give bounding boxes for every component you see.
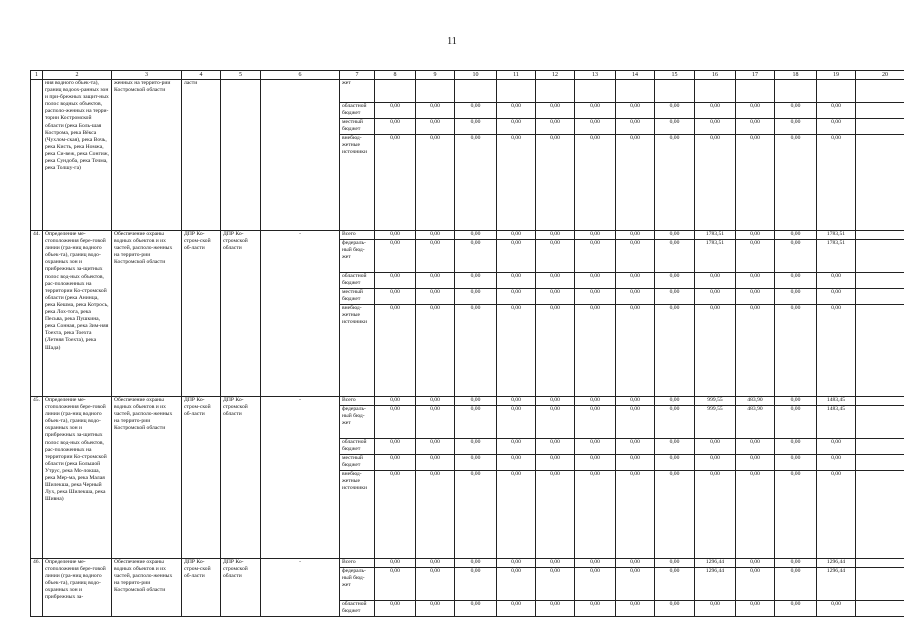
indicator: - <box>261 397 340 559</box>
amount-cell: 0,00 <box>736 439 775 455</box>
amount-cell: 0,00 <box>817 135 856 231</box>
amount-cell: 0,00 <box>736 289 775 305</box>
amount-cell: 0,00 <box>575 568 616 601</box>
amount-cell: 0,00 <box>497 455 536 471</box>
amount-cell: 0,00 <box>736 471 775 559</box>
amount-cell: 0,00 <box>416 406 455 439</box>
amount-cell: 0,00 <box>575 273 616 289</box>
amount-cell: 0,00 <box>775 231 817 240</box>
amount-cell: 0,00 <box>575 397 616 406</box>
amount-cell: 0,00 <box>695 103 736 119</box>
amount-cell: 0,00 <box>455 471 497 559</box>
amount-cell: 0,00 <box>655 240 695 273</box>
amount-cell: 0,00 <box>575 135 616 231</box>
amount-cell: 0,00 <box>655 119 695 135</box>
empty-cell <box>856 273 904 289</box>
amount-cell: 0,00 <box>375 240 416 273</box>
task-description: Обеспечение охраны водных объектов и их частей, располо-женных на террито-рии Костромской области <box>112 559 182 617</box>
amount-cell: 0,00 <box>575 119 616 135</box>
amount-cell: 0,00 <box>455 455 497 471</box>
amount-cell: 0,00 <box>736 231 775 240</box>
empty-cell <box>856 455 904 471</box>
column-header: 15 <box>655 71 695 80</box>
amount-cell: 0,00 <box>375 119 416 135</box>
amount-cell: 0,00 <box>375 559 416 568</box>
amount-cell: 1296,44 <box>817 568 856 601</box>
amount-cell <box>536 80 575 103</box>
amount-cell <box>736 80 775 103</box>
empty-cell <box>856 471 904 559</box>
amount-cell: 0,00 <box>655 305 695 397</box>
amount-cell: 0,00 <box>455 305 497 397</box>
amount-cell: 0,00 <box>536 568 575 601</box>
amount-cell: 0,00 <box>497 231 536 240</box>
amount-cell: 0,00 <box>616 135 655 231</box>
amount-cell: 0,00 <box>455 240 497 273</box>
amount-cell: 0,00 <box>775 119 817 135</box>
indicator <box>261 80 340 231</box>
column-header: 2 <box>43 71 112 80</box>
funding-source: Всего <box>340 397 375 406</box>
funding-source: федераль-ный бюд-жет <box>340 406 375 439</box>
amount-cell: 0,00 <box>817 439 856 455</box>
amount-cell <box>655 80 695 103</box>
amount-cell: 0,00 <box>775 273 817 289</box>
amount-cell: 0,00 <box>817 455 856 471</box>
amount-cell: 0,00 <box>497 471 536 559</box>
amount-cell: 0,00 <box>817 601 856 617</box>
amount-cell: 0,00 <box>695 135 736 231</box>
amount-cell: 0,00 <box>575 406 616 439</box>
amount-cell: 0,00 <box>655 439 695 455</box>
amount-cell: 0,00 <box>536 397 575 406</box>
empty-cell <box>856 559 904 568</box>
amount-cell: 0,00 <box>775 471 817 559</box>
amount-cell: 0,00 <box>497 601 536 617</box>
task-description: Обеспечение охраны водных объектов и их частей, располо-женных на террито-рии Костромской области <box>112 231 182 397</box>
funding-source: внебюд-жетные источники <box>340 471 375 559</box>
amount-cell: 0,00 <box>416 289 455 305</box>
empty-cell <box>856 568 904 601</box>
amount-cell: 1296,44 <box>817 559 856 568</box>
amount-cell: 1296,44 <box>695 568 736 601</box>
column-header: 19 <box>817 71 856 80</box>
amount-cell: 0,00 <box>455 439 497 455</box>
funding-source: местный бюджет <box>340 119 375 135</box>
column-header: 13 <box>575 71 616 80</box>
funding-source: областной бюджет <box>340 439 375 455</box>
column-header: 5 <box>221 71 261 80</box>
amount-cell: 0,00 <box>655 103 695 119</box>
amount-cell: 0,00 <box>616 601 655 617</box>
amount-cell: 0,00 <box>375 397 416 406</box>
table-row <box>31 559 904 568</box>
empty-cell <box>856 397 904 406</box>
amount-cell: 0,00 <box>375 305 416 397</box>
amount-cell: 0,00 <box>536 103 575 119</box>
amount-cell: 0,00 <box>655 273 695 289</box>
column-header: 3 <box>112 71 182 80</box>
amount-cell: 0,00 <box>497 568 536 601</box>
amount-cell: 1783,51 <box>817 231 856 240</box>
amount-cell: 0,00 <box>375 231 416 240</box>
table-body <box>31 71 904 617</box>
amount-cell: 0,00 <box>695 455 736 471</box>
amount-cell: 0,00 <box>736 305 775 397</box>
responsible-executor: ДПР Ко-стром-ской об-ласти <box>182 397 221 559</box>
amount-cell: 0,00 <box>375 103 416 119</box>
amount-cell: 0,00 <box>575 289 616 305</box>
amount-cell: 1483,45 <box>817 397 856 406</box>
amount-cell: 0,00 <box>416 135 455 231</box>
funding-source: внебюд-жетные источники <box>340 135 375 231</box>
column-header: 8 <box>375 71 416 80</box>
amount-cell: 0,00 <box>536 471 575 559</box>
empty-cell <box>856 231 904 240</box>
empty-cell <box>856 305 904 397</box>
amount-cell: 1296,44 <box>695 559 736 568</box>
amount-cell: 0,00 <box>497 289 536 305</box>
column-header: 6 <box>261 71 340 80</box>
amount-cell: 0,00 <box>655 397 695 406</box>
amount-cell: 483,90 <box>736 406 775 439</box>
amount-cell: 0,00 <box>775 397 817 406</box>
empty-cell <box>856 80 904 103</box>
amount-cell <box>575 80 616 103</box>
empty-cell <box>856 406 904 439</box>
empty-cell <box>856 103 904 119</box>
amount-cell: 0,00 <box>416 601 455 617</box>
empty-cell <box>856 240 904 273</box>
empty-cell <box>856 289 904 305</box>
amount-cell: 0,00 <box>497 273 536 289</box>
amount-cell: 0,00 <box>575 103 616 119</box>
amount-cell: 0,00 <box>416 119 455 135</box>
amount-cell: 0,00 <box>736 273 775 289</box>
amount-cell: 0,00 <box>575 231 616 240</box>
amount-cell: 0,00 <box>497 439 536 455</box>
amount-cell: 0,00 <box>775 305 817 397</box>
amount-cell: 0,00 <box>616 568 655 601</box>
amount-cell: 999,55 <box>695 397 736 406</box>
activity-name: Определение ме-стоположения бере-говой линии (гра-ниц водного объек-та), границ водо-охранных зон и прибрежных за-щитных полос вод-ных объектов, рас-положенных на территории Ко-стромской области (река Анинца, река Кешма, река Котрось, река Лох-тога, река Песьва, река Пушкина, река Сонная, река Зим-няя Тоехта, река Тоехта (Летняя Тоехта), река Шада) <box>43 231 112 397</box>
amount-cell: 0,00 <box>817 119 856 135</box>
amount-cell: 0,00 <box>455 119 497 135</box>
amount-cell: 0,00 <box>775 135 817 231</box>
activity-name: Определение ме-стоположения бере-говой линии (гра-ниц водного объек-та), границ водо-охранных зон и прибрежных за-щитных полос вод-ных объектов, рас-положенных на территории Ко-стромской области (река Большой Утрус, река Мо-локша, река Мер-ма, река Малая Шилекша, река Черный Лух, река Шилекша, река Шивна) <box>43 397 112 559</box>
amount-cell: 0,00 <box>455 135 497 231</box>
page-number: 11 <box>447 36 457 47</box>
co-executor: ДПР Ко-стромской области <box>221 559 261 617</box>
amount-cell: 0,00 <box>536 119 575 135</box>
amount-cell: 1783,51 <box>817 240 856 273</box>
amount-cell: 0,00 <box>616 231 655 240</box>
amount-cell: 0,00 <box>736 103 775 119</box>
amount-cell: 0,00 <box>655 471 695 559</box>
column-header: 1 <box>31 71 43 80</box>
empty-cell <box>856 135 904 231</box>
funding-source: внебюд-жетные источники <box>340 305 375 397</box>
amount-cell: 0,00 <box>375 273 416 289</box>
amount-cell: 0,00 <box>736 135 775 231</box>
amount-cell: 0,00 <box>497 397 536 406</box>
amount-cell: 0,00 <box>575 471 616 559</box>
co-executor <box>221 80 261 231</box>
responsible-executor: ласти <box>182 80 221 231</box>
responsible-executor: ДПР Ко-стром-ской об-ласти <box>182 231 221 397</box>
amount-cell: 0,00 <box>536 439 575 455</box>
amount-cell: 1783,51 <box>695 240 736 273</box>
amount-cell <box>497 80 536 103</box>
row-number: 45. <box>31 397 43 559</box>
amount-cell: 0,00 <box>695 305 736 397</box>
amount-cell: 0,00 <box>497 240 536 273</box>
amount-cell: 0,00 <box>736 240 775 273</box>
table-row <box>31 80 904 103</box>
column-header: 11 <box>497 71 536 80</box>
funding-source: местный бюджет <box>340 455 375 471</box>
row-number: 44. <box>31 231 43 397</box>
amount-cell: 0,00 <box>536 601 575 617</box>
amount-cell: 0,00 <box>497 119 536 135</box>
amount-cell: 0,00 <box>616 119 655 135</box>
amount-cell: 0,00 <box>455 103 497 119</box>
indicator: - <box>261 559 340 617</box>
amount-cell: 0,00 <box>497 103 536 119</box>
amount-cell: 0,00 <box>536 240 575 273</box>
amount-cell: 483,90 <box>736 397 775 406</box>
amount-cell: 0,00 <box>575 455 616 471</box>
funding-source: областной бюджет <box>340 273 375 289</box>
amount-cell: 0,00 <box>416 273 455 289</box>
column-header: 4 <box>182 71 221 80</box>
amount-cell: 0,00 <box>497 135 536 231</box>
amount-cell: 0,00 <box>655 568 695 601</box>
amount-cell: 1783,51 <box>695 231 736 240</box>
amount-cell: 0,00 <box>375 406 416 439</box>
funding-source: федераль-ный бюд-жет <box>340 568 375 601</box>
funding-source: областной бюджет <box>340 103 375 119</box>
row-number: 46. <box>31 559 43 617</box>
amount-cell: 0,00 <box>416 103 455 119</box>
amount-cell: 0,00 <box>817 471 856 559</box>
amount-cell: 0,00 <box>416 471 455 559</box>
amount-cell: 0,00 <box>695 119 736 135</box>
amount-cell: 0,00 <box>616 289 655 305</box>
amount-cell: 0,00 <box>455 273 497 289</box>
amount-cell: 0,00 <box>616 455 655 471</box>
amount-cell: 0,00 <box>775 289 817 305</box>
amount-cell: 0,00 <box>455 601 497 617</box>
amount-cell: 0,00 <box>536 231 575 240</box>
amount-cell: 0,00 <box>775 568 817 601</box>
amount-cell: 0,00 <box>536 273 575 289</box>
amount-cell: 0,00 <box>655 231 695 240</box>
amount-cell: 0,00 <box>455 289 497 305</box>
amount-cell: 0,00 <box>536 305 575 397</box>
amount-cell: 0,00 <box>416 231 455 240</box>
table-row <box>31 231 904 240</box>
amount-cell: 0,00 <box>655 289 695 305</box>
amount-cell: 0,00 <box>536 559 575 568</box>
column-header: 16 <box>695 71 736 80</box>
amount-cell: 0,00 <box>416 439 455 455</box>
amount-cell: 0,00 <box>575 240 616 273</box>
amount-cell: 0,00 <box>536 135 575 231</box>
amount-cell: 0,00 <box>736 119 775 135</box>
amount-cell: 0,00 <box>455 568 497 601</box>
amount-cell: 0,00 <box>536 406 575 439</box>
empty-cell <box>856 601 904 617</box>
amount-cell: 0,00 <box>497 305 536 397</box>
amount-cell: 0,00 <box>416 397 455 406</box>
row-number <box>31 80 43 231</box>
amount-cell: 0,00 <box>695 439 736 455</box>
amount-cell: 0,00 <box>455 397 497 406</box>
column-header: 14 <box>616 71 655 80</box>
amount-cell: 0,00 <box>375 439 416 455</box>
activity-name: ния водного объек-та), границ водоох-ранных зон и при-брежных защит-ных полос водных объектов, располо-женных на терри-тории Костромской области (река Боль-шая Кострома, река Вёкса (Чухлом-ская), река Вочь, река Кисть, река Номжа, река Си-веж, река Сонгиж, река Сундоба, река Точма, река Толшу-га) <box>43 80 112 231</box>
column-header: 7 <box>340 71 375 80</box>
amount-cell: 0,00 <box>736 601 775 617</box>
amount-cell: 0,00 <box>616 406 655 439</box>
task-description: Обеспечение охраны водных объектов и их частей, располо-женных на террито-рии Костромской области <box>112 397 182 559</box>
funding-source: федераль-ный бюд-жет <box>340 240 375 273</box>
amount-cell: 0,00 <box>536 455 575 471</box>
amount-cell: 0,00 <box>455 559 497 568</box>
amount-cell: 0,00 <box>416 305 455 397</box>
funding-source: областной бюджет <box>340 601 375 617</box>
column-number-row <box>31 71 904 80</box>
amount-cell: 0,00 <box>497 559 536 568</box>
empty-cell <box>856 119 904 135</box>
amount-cell: 0,00 <box>455 406 497 439</box>
amount-cell: 0,00 <box>775 240 817 273</box>
amount-cell: 0,00 <box>817 103 856 119</box>
amount-cell: 0,00 <box>817 273 856 289</box>
amount-cell: 0,00 <box>616 240 655 273</box>
funding-source: Всего <box>340 559 375 568</box>
amount-cell <box>375 80 416 103</box>
amount-cell: 0,00 <box>575 559 616 568</box>
empty-cell <box>856 439 904 455</box>
amount-cell: 0,00 <box>817 305 856 397</box>
amount-cell: 0,00 <box>616 471 655 559</box>
amount-cell: 0,00 <box>775 559 817 568</box>
amount-cell: 0,00 <box>375 289 416 305</box>
amount-cell: 0,00 <box>616 305 655 397</box>
amount-cell: 0,00 <box>416 240 455 273</box>
amount-cell: 0,00 <box>375 601 416 617</box>
amount-cell <box>616 80 655 103</box>
amount-cell: 0,00 <box>775 455 817 471</box>
co-executor: ДПР Ко-стромской области <box>221 397 261 559</box>
column-header: 12 <box>536 71 575 80</box>
column-header: 20 <box>856 71 904 80</box>
amount-cell: 0,00 <box>616 439 655 455</box>
amount-cell: 0,00 <box>775 103 817 119</box>
amount-cell: 0,00 <box>817 289 856 305</box>
budget-table <box>30 70 904 617</box>
amount-cell: 0,00 <box>616 397 655 406</box>
amount-cell: 0,00 <box>616 559 655 568</box>
amount-cell <box>416 80 455 103</box>
column-header: 9 <box>416 71 455 80</box>
amount-cell: 0,00 <box>695 289 736 305</box>
amount-cell: 1483,45 <box>817 406 856 439</box>
funding-source: жет <box>340 80 375 103</box>
amount-cell: 0,00 <box>655 406 695 439</box>
amount-cell: 0,00 <box>655 601 695 617</box>
amount-cell: 0,00 <box>655 559 695 568</box>
responsible-executor: ДПР Ко-стром-ской об-ласти <box>182 559 221 617</box>
amount-cell: 0,00 <box>775 439 817 455</box>
amount-cell: 0,00 <box>775 601 817 617</box>
activity-name: Определение ме-стоположения бере-говой линии (гра-ниц водного объек-та), границ водо-охранных зон и прибрежных за- <box>43 559 112 617</box>
amount-cell: 0,00 <box>575 601 616 617</box>
amount-cell: 0,00 <box>695 273 736 289</box>
amount-cell: 0,00 <box>616 273 655 289</box>
amount-cell <box>817 80 856 103</box>
column-header: 10 <box>455 71 497 80</box>
amount-cell: 0,00 <box>497 406 536 439</box>
amount-cell: 0,00 <box>736 568 775 601</box>
amount-cell: 0,00 <box>375 135 416 231</box>
funding-source: Всего <box>340 231 375 240</box>
amount-cell: 0,00 <box>416 559 455 568</box>
amount-cell: 0,00 <box>775 406 817 439</box>
amount-cell: 0,00 <box>575 439 616 455</box>
funding-source: местный бюджет <box>340 289 375 305</box>
amount-cell <box>455 80 497 103</box>
amount-cell: 0,00 <box>616 103 655 119</box>
amount-cell: 0,00 <box>695 601 736 617</box>
amount-cell: 0,00 <box>455 231 497 240</box>
task-description: женных на террито-рии Костромской области <box>112 80 182 231</box>
table-row <box>31 397 904 406</box>
amount-cell: 0,00 <box>536 289 575 305</box>
column-header: 18 <box>775 71 817 80</box>
amount-cell: 0,00 <box>655 135 695 231</box>
amount-cell: 0,00 <box>736 559 775 568</box>
indicator: - <box>261 231 340 397</box>
amount-cell: 0,00 <box>695 471 736 559</box>
amount-cell <box>775 80 817 103</box>
amount-cell <box>695 80 736 103</box>
amount-cell: 0,00 <box>375 455 416 471</box>
amount-cell: 0,00 <box>375 568 416 601</box>
column-header: 17 <box>736 71 775 80</box>
amount-cell: 0,00 <box>736 455 775 471</box>
amount-cell: 0,00 <box>575 305 616 397</box>
amount-cell: 999,55 <box>695 406 736 439</box>
amount-cell: 0,00 <box>375 471 416 559</box>
amount-cell: 0,00 <box>416 568 455 601</box>
amount-cell: 0,00 <box>416 455 455 471</box>
co-executor: ДПР Ко-стромской области <box>221 231 261 397</box>
amount-cell: 0,00 <box>655 455 695 471</box>
